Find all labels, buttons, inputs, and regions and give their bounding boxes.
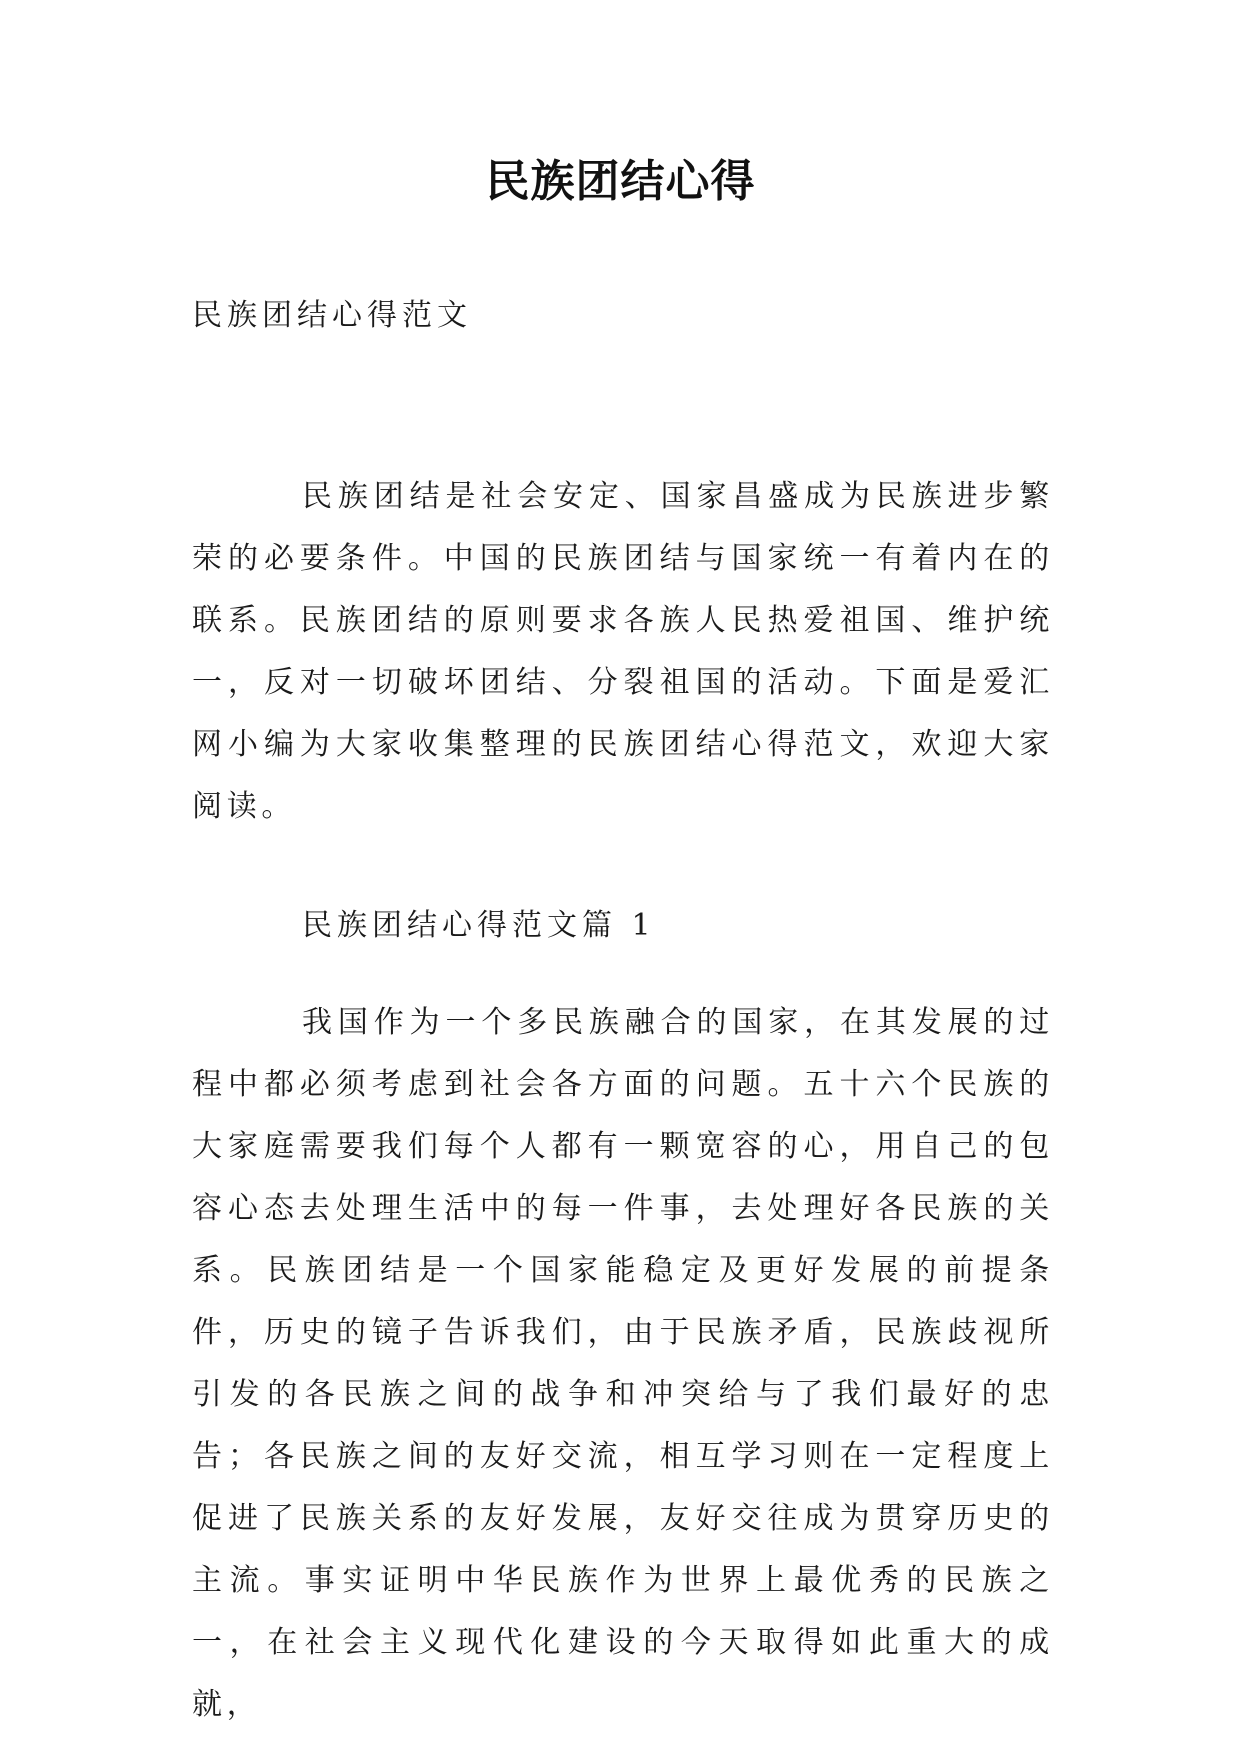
document-subtitle: 民族团结心得范文 bbox=[192, 298, 472, 333]
document-title: 民族团结心得 bbox=[485, 156, 756, 207]
intro-paragraph: 民族团结是社会安定、国家昌盛成为民族进步繁荣的必要条件。中国的民族团结与国家统一有着内在的联系。民族团结的原则要求各族人民热爱祖国、维护统一，反对一切破坏团结、分裂祖国的活动。下面是爱汇网小编为大家收集整理的民族团结心得范文，欢迎大家阅读。 bbox=[192, 479, 1054, 824]
section-heading: 民族团结心得范文篇 1 bbox=[302, 908, 656, 943]
section-body-paragraph: 我国作为一个多民族融合的国家，在其发展的过程中都必须考虑到社会各方面的问题。五十六个民族的大家庭需要我们每个人都有一颗宽容的心，用自己的包容心态去处理生活中的每一件事，去处理好各民族的关系。民族团结是一个国家能稳定及更好发展的前提条件，历史的镜子告诉我们，由于民族矛盾，民族歧视所引发的各民族之间的战争和冲突给与了我们最好的忠告；各民族之间的友好交流，相互学习则在一定程度上促进了民族关系的友好发展，友好交往成为贯穿历史的主流。事实证明中华民族作为世界上最优秀的民族之一，在社会主义现代化建设的今天取得如此重大的成就， bbox=[192, 1005, 1054, 1722]
